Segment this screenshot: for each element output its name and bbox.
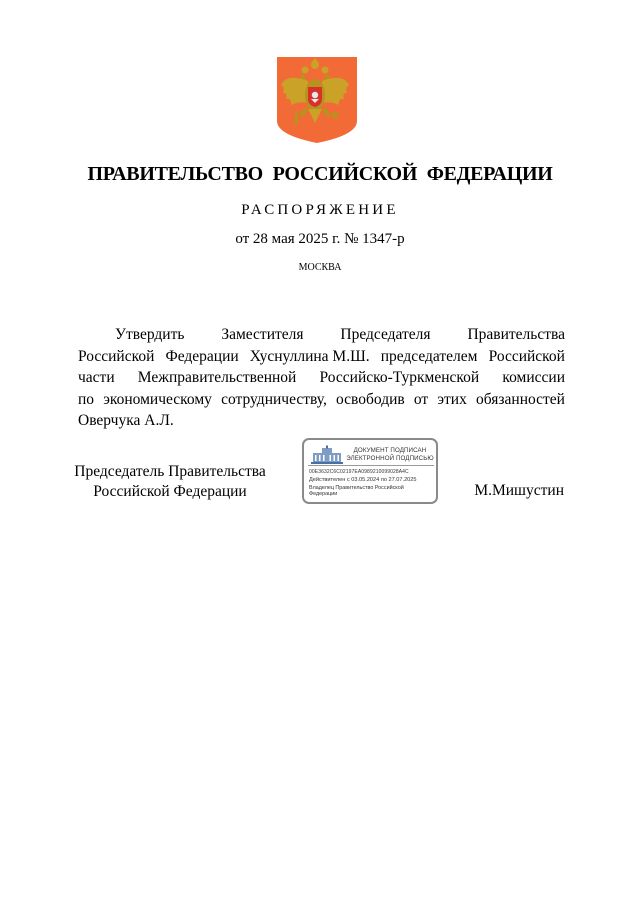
word: сотрудничеству, <box>221 390 327 408</box>
document-city: МОСКВА <box>298 262 342 273</box>
word: Оверчука А.Л. <box>78 412 174 429</box>
text-line <box>78 410 565 432</box>
stamp-heading <box>344 447 436 463</box>
signatory-position <box>70 462 270 502</box>
word: Председателя <box>340 326 431 343</box>
word: Правительства <box>467 326 565 343</box>
stamp-heading-line: ЭЛЕКТРОННОЙ ПОДПИСЬЮ <box>346 455 434 462</box>
text-line <box>78 346 565 368</box>
certificate-owner: Владелец Правительство Российской Федерации <box>309 485 404 498</box>
document-type: РАСПОРЯЖЕНИЕ <box>241 202 399 218</box>
word: Российской <box>78 347 155 365</box>
word: Федерации <box>165 347 239 365</box>
government-building-icon <box>310 445 344 465</box>
stamp-divider <box>308 465 434 466</box>
word: Российской <box>488 347 565 365</box>
word: председателем <box>380 347 478 365</box>
word: экономическому <box>103 390 212 408</box>
word: Российско-Туркменской <box>319 369 480 386</box>
text-line <box>78 389 565 411</box>
certificate-validity: Действителен с 03.05.2024 по 27.07.2025 <box>309 477 417 483</box>
word: освободив <box>336 390 405 408</box>
order-text <box>78 324 565 432</box>
word: части <box>78 369 115 386</box>
word: Утвердить <box>115 326 185 343</box>
signatory-name: М.Мишустин <box>474 482 564 499</box>
coat-of-arms-icon <box>275 55 359 145</box>
word: Хуснуллина М.Ш. <box>249 347 370 365</box>
position-line: Российской Федерации <box>93 483 247 500</box>
text-line <box>78 367 565 389</box>
word: комиссии <box>502 369 565 386</box>
word: Межправительственной <box>137 369 297 386</box>
word: этих <box>437 390 467 408</box>
government-title: ПРАВИТЕЛЬСТВО РОССИЙСКОЙ ФЕДЕРАЦИИ <box>87 163 553 185</box>
stamp-heading-line: ДОКУМЕНТ ПОДПИСАН <box>353 447 427 454</box>
document-date-number: от 28 мая 2025 г. № 1347-р <box>235 231 405 247</box>
word: от <box>413 390 429 408</box>
word: обязанностей <box>476 390 565 408</box>
text-line <box>78 324 565 346</box>
word: Заместителя <box>221 326 304 343</box>
electronic-signature-stamp <box>302 438 438 504</box>
certificate-serial: 00E3632C6C02197EA0989210099028A4C <box>309 469 409 475</box>
word: по <box>78 390 95 408</box>
position-line: Председатель Правительства <box>74 463 266 480</box>
